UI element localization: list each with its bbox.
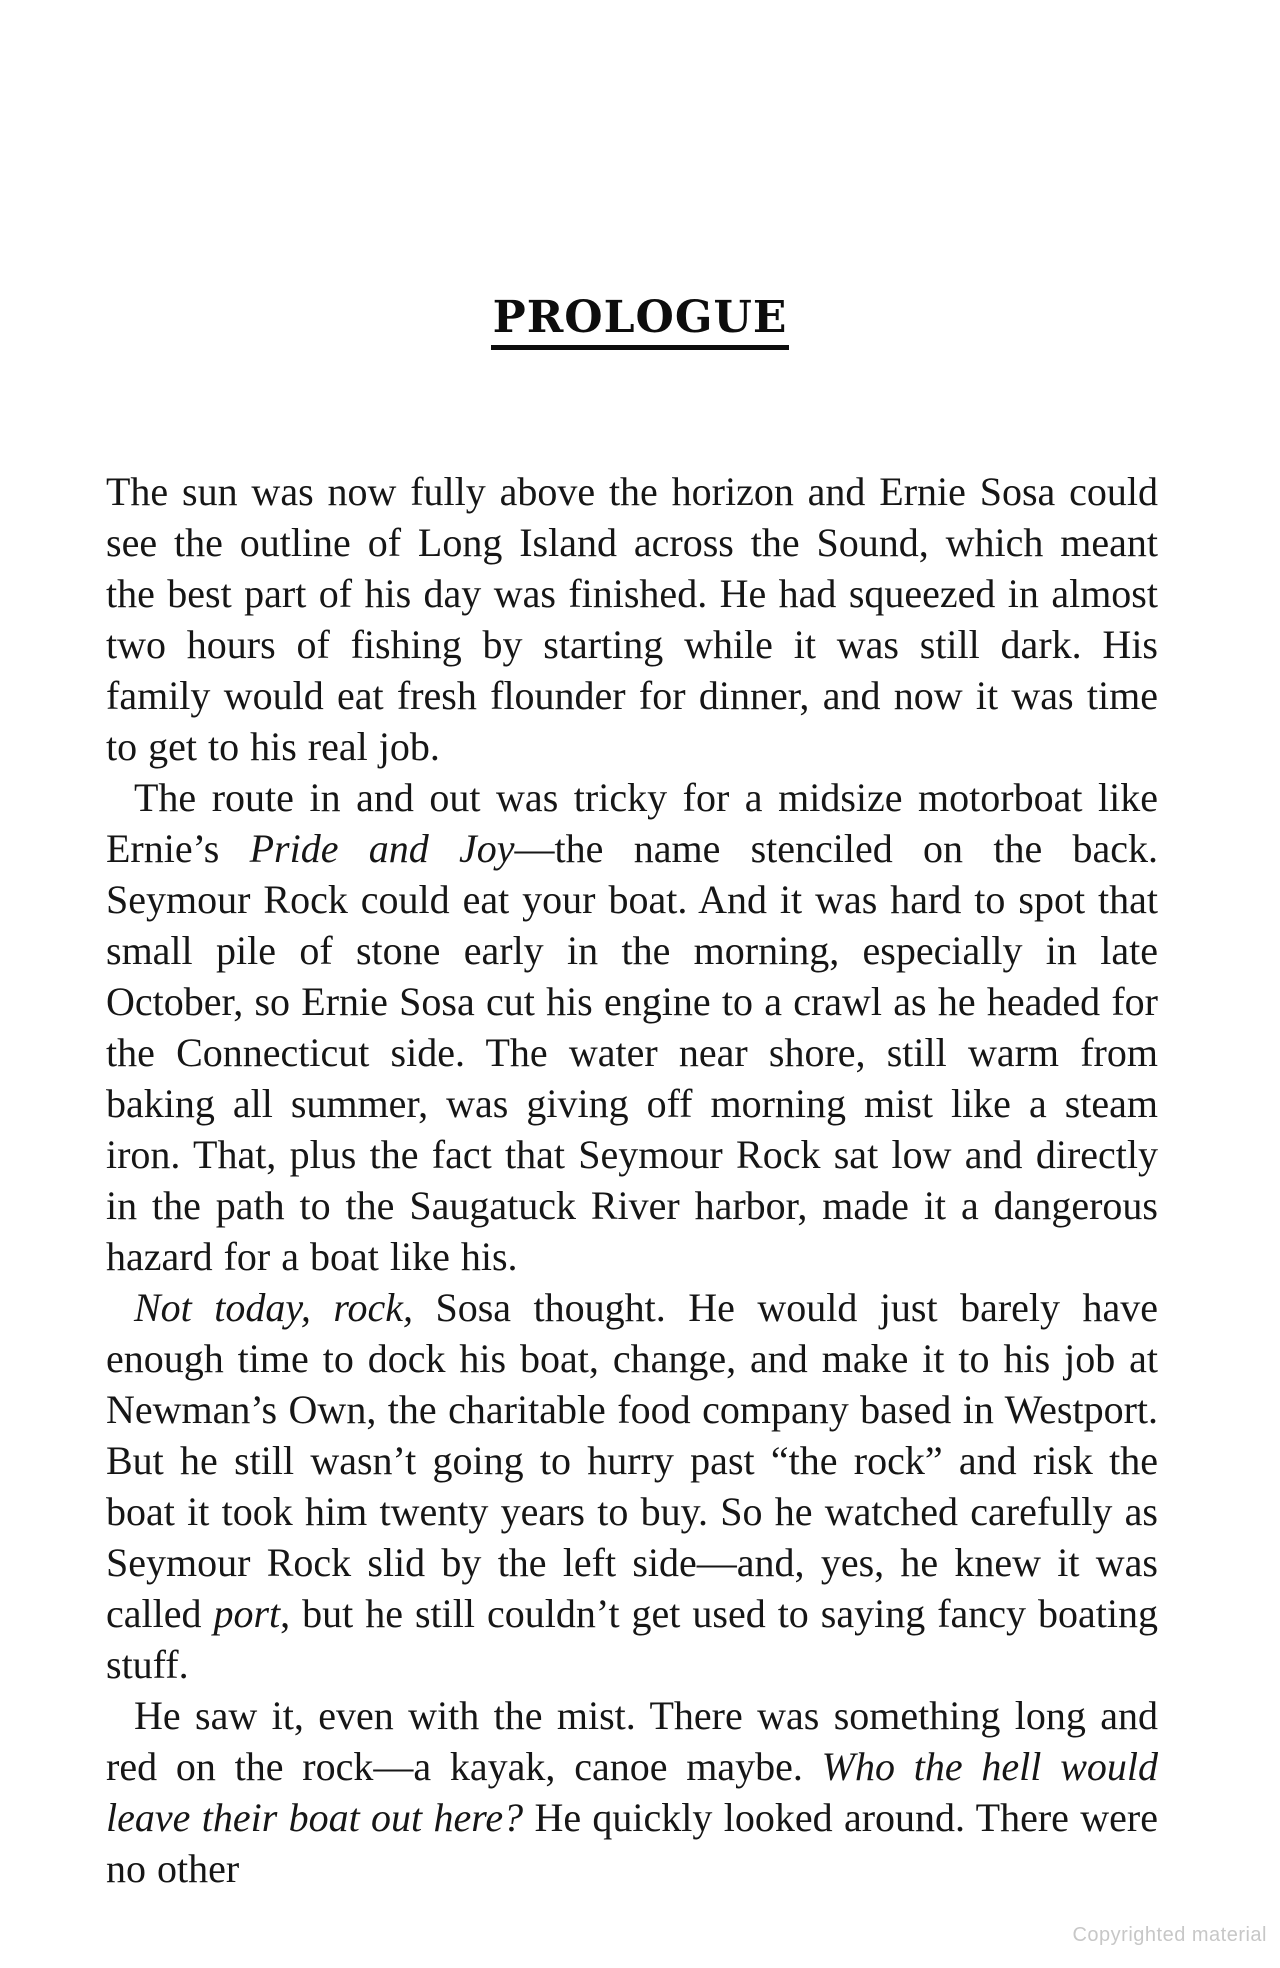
text-run: The route in and out was tricky for a midsize motorboat like Ernie’s bbox=[106, 775, 1158, 871]
chapter-heading bbox=[0, 294, 1280, 350]
italic-text-run: Not today, rock, bbox=[134, 1285, 413, 1330]
text-run: Sosa thought. He would just barely have enough time to dock his boat, change, and make it to his job at Newman’s Own, the charitable food company based in Westport. But he still wasn’t going to hurry past “the rock” and risk the boat it took him twenty years to buy. So he watched carefully as Seymour Rock slid by the left side—and, yes, he knew it was called bbox=[106, 1285, 1158, 1636]
paragraph bbox=[106, 1690, 1158, 1894]
text-run: He saw it, even with the mist. There was something long and red on the rock—a kayak, canoe maybe. bbox=[106, 1693, 1158, 1789]
italic-text-run: Pride and Joy bbox=[249, 826, 515, 871]
paragraph bbox=[106, 466, 1158, 772]
italic-text-run: port bbox=[213, 1591, 281, 1636]
text-run: The sun was now fully above the horizon and Ernie Sosa could see the outline of Long Island across the Sound, which meant the best part of his day was finished. He had squeezed in almost two hours of fishing by starting while it was still dark. His family would eat fresh flounder for dinner, and now it was time to get to his real job. bbox=[106, 469, 1158, 769]
text-run: , but he still couldn’t get used to saying fancy boating stuff. bbox=[106, 1591, 1158, 1687]
paragraph bbox=[106, 772, 1158, 1282]
chapter-title: PROLOGUE bbox=[491, 294, 790, 350]
body-text bbox=[106, 466, 1158, 1894]
copyright-notice: Copyrighted material bbox=[1072, 1924, 1267, 1946]
paragraph bbox=[106, 1282, 1158, 1690]
italic-text-run: Who the hell would leave their boat out here? bbox=[106, 1744, 1158, 1840]
text-run: —the name stenciled on the back. Seymour Rock could eat your boat. And it was hard to spot that small pile of stone early in the morning, especially in late October, so Ernie Sosa cut his engine to a crawl as he headed for the Connecticut side. The water near shore, still warm from baking all summer, was giving off morning mist like a steam iron. That, plus the fact that Seymour Rock sat low and directly in the path to the Saugatuck River harbor, made it a dangerous hazard for a boat like his. bbox=[106, 826, 1159, 1279]
text-run: He quickly looked around. There were no other bbox=[106, 1795, 1158, 1891]
